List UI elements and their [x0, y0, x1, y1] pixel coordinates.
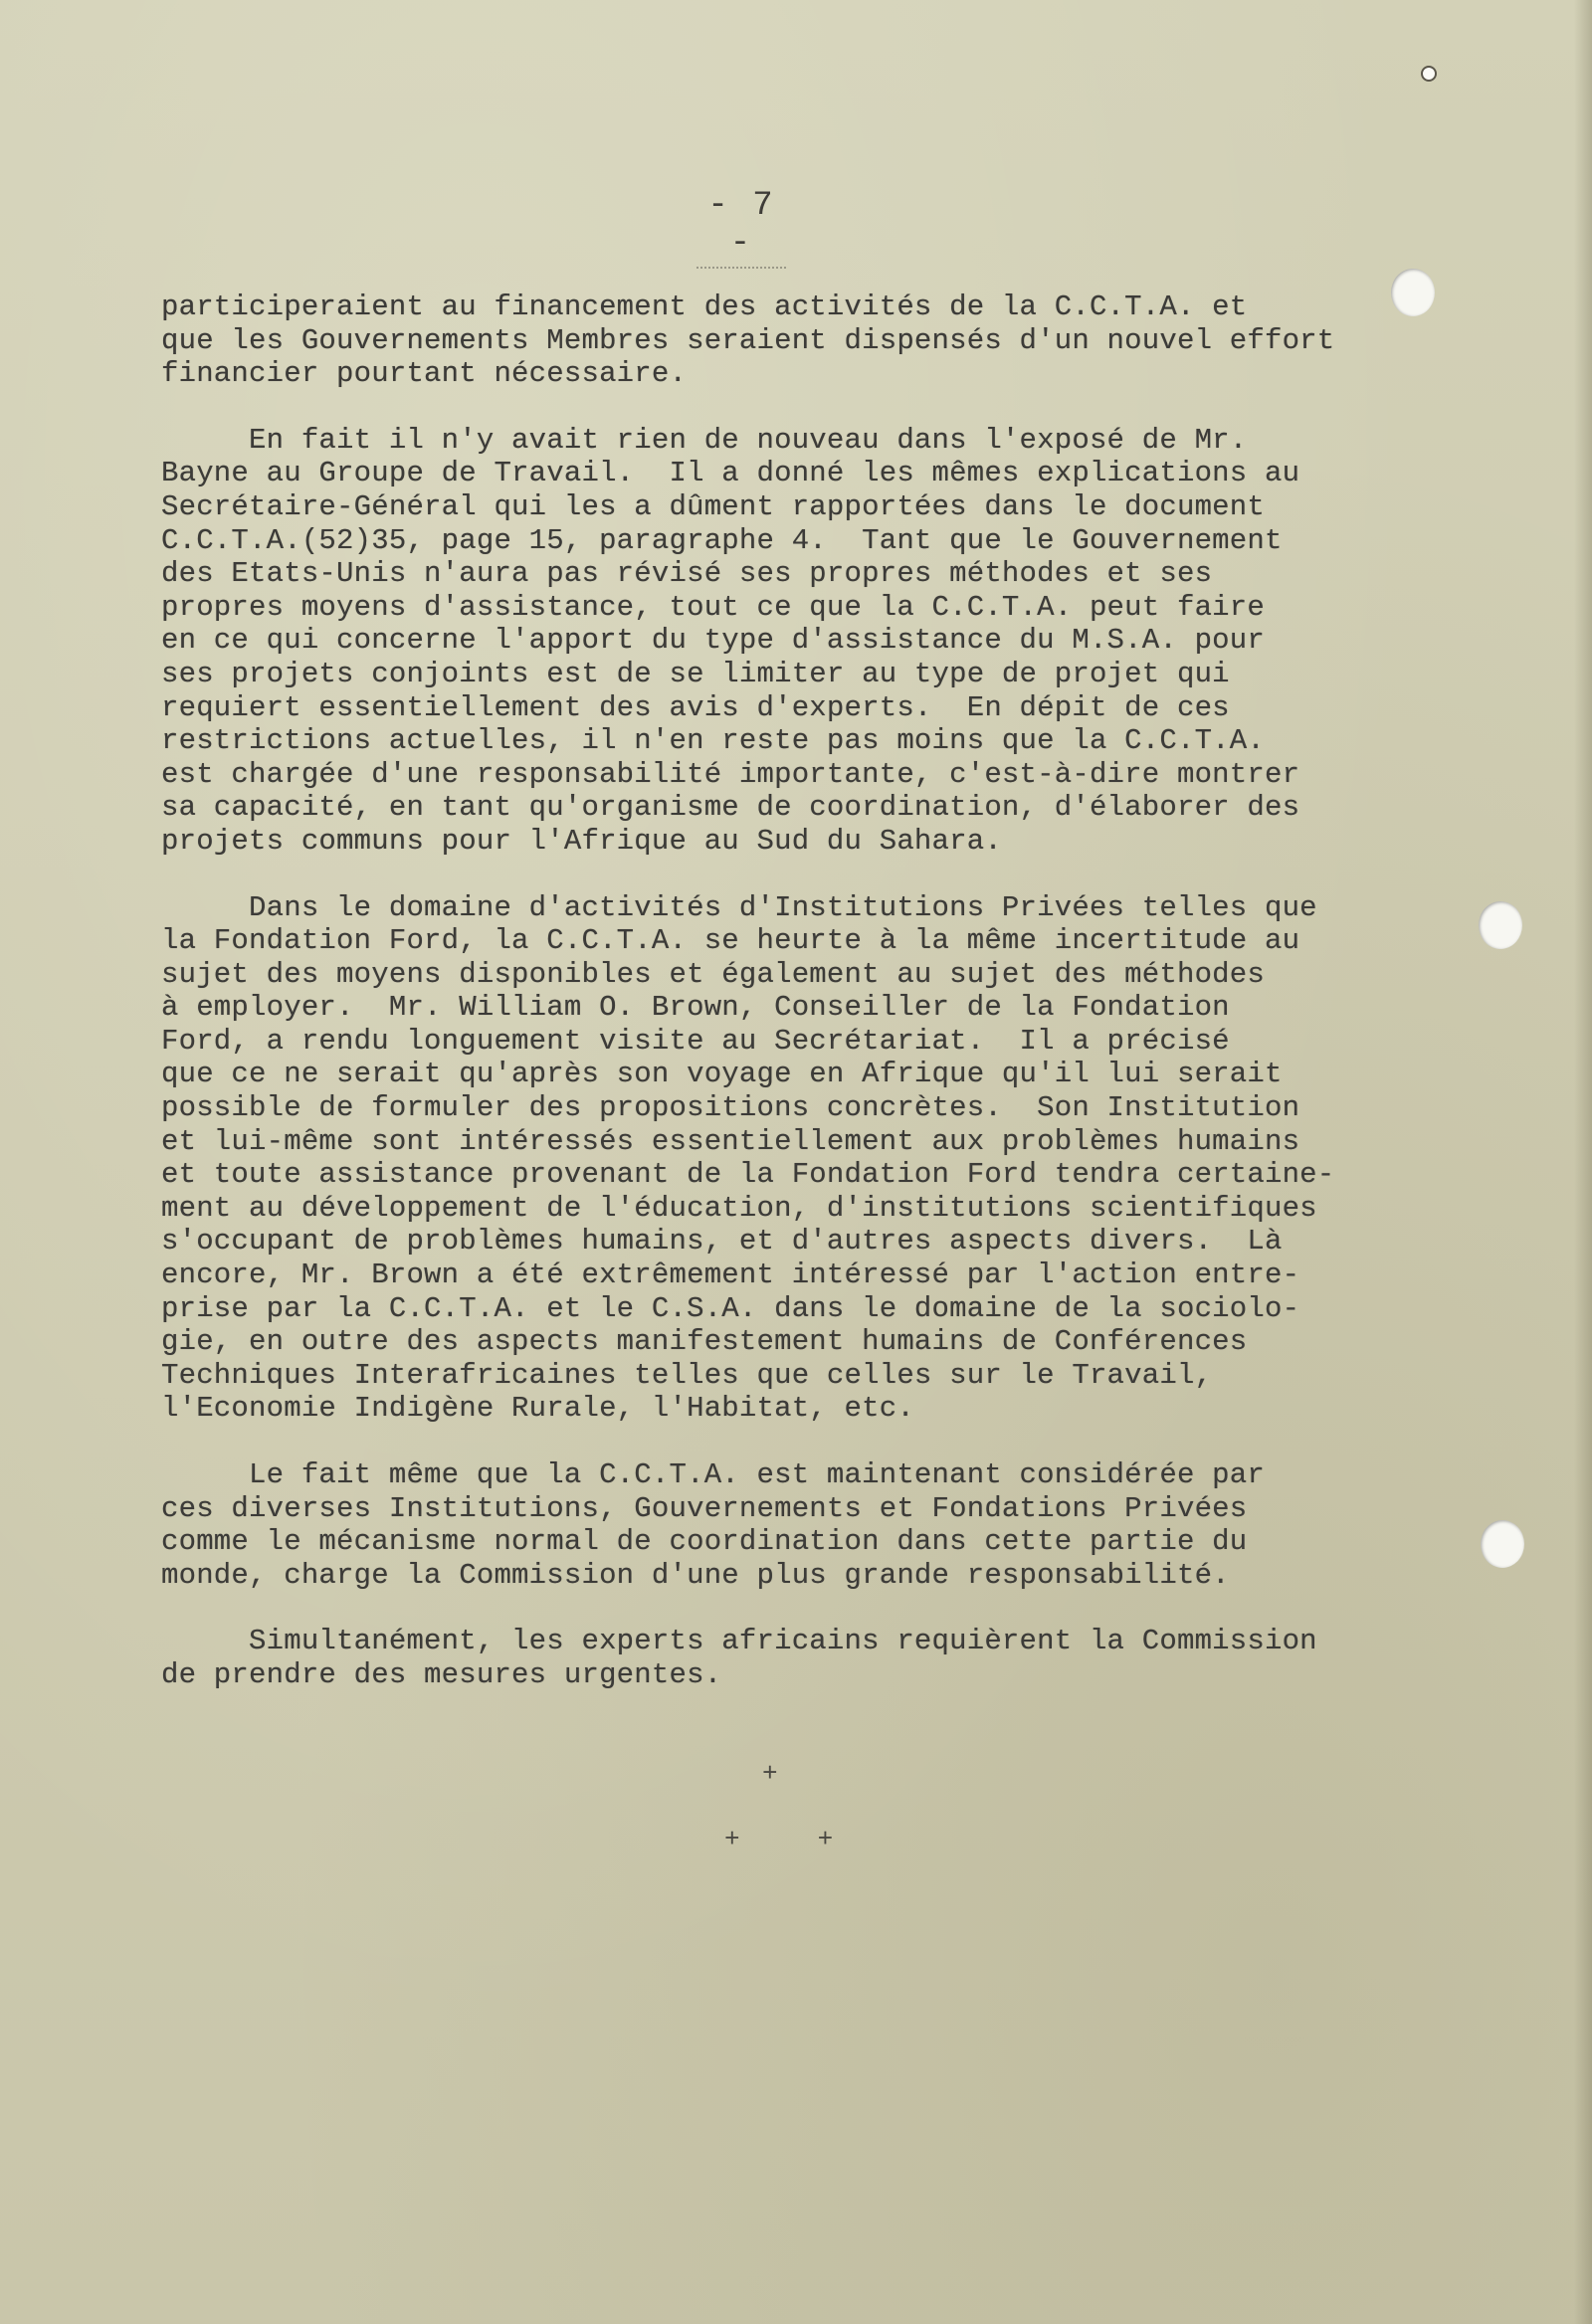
text-line: gie, en outre des aspects manifestement humains de Conférences: [161, 1325, 1248, 1359]
text-line: Simultanément, les experts africains requièrent la Commission: [161, 1625, 1317, 1658]
text-line: financier pourtant nécessaire.: [161, 357, 688, 391]
text-line: en ce qui concerne l'apport du type d'assistance du M.S.A. pour: [161, 624, 1265, 658]
paragraph: [161, 891, 1494, 1427]
text-line: projets communs pour l'Afrique au Sud du Sahara.: [161, 824, 1002, 858]
text-line: Secrétaire-Général qui les a dûment rapportées dans le document: [161, 489, 1265, 523]
text-line: restrictions actuelles, il n'en reste pas moins que la C.C.T.A.: [161, 724, 1265, 758]
text-line: Dans le domaine d'activités d'Institutions Privées telles que: [161, 890, 1317, 924]
end-mark: +: [762, 1759, 778, 1789]
text-line: possible de formuler des propositions concrètes. Son Institution: [161, 1091, 1300, 1125]
text-line: monde, charge la Commission d'une plus grande responsabilité.: [161, 1558, 1230, 1592]
paragraph: [161, 424, 1494, 859]
text-line: que les Gouvernements Membres seraient dispensés d'un nouvel effort: [161, 323, 1335, 357]
text-line: Le fait même que la C.C.T.A. est maintenant considérée par: [161, 1458, 1265, 1491]
text-line: C.C.T.A.(52)35, page 15, paragraphe 4. Tant que le Gouvernement: [161, 523, 1283, 557]
text-line: à employer. Mr. William O. Brown, Conseiller de la Fondation: [161, 991, 1230, 1025]
end-mark: + +: [724, 1825, 834, 1854]
text-line: des Etats-Unis n'aura pas révisé ses propres méthodes et ses: [161, 557, 1213, 591]
text-line: et lui-même sont intéressés essentiellement aux problèmes humains: [161, 1124, 1300, 1158]
text-line: est chargée d'une responsabilité importante, c'est-à-dire montrer: [161, 757, 1300, 791]
text-line: propres moyens d'assistance, tout ce que la C.C.T.A. peut faire: [161, 590, 1265, 624]
text-line: ces diverses Institutions, Gouvernements et Fondations Privées: [161, 1491, 1248, 1525]
paragraph: [161, 1625, 1494, 1691]
paragraph: [161, 290, 1494, 391]
text-line: comme le mécanisme normal de coordination dans cette partie du: [161, 1525, 1248, 1559]
page-edge-shadow: [1574, 0, 1592, 2324]
text-line: En fait il n'y avait rien de nouveau dans l'exposé de Mr.: [161, 423, 1248, 457]
text-line: s'occupant de problèmes humains, et d'autres aspects divers. Là: [161, 1225, 1283, 1259]
text-line: Techniques Interafricaines telles que celles sur le Travail,: [161, 1358, 1213, 1392]
document-body: [161, 290, 1494, 1725]
text-line: et toute assistance provenant de la Fondation Ford tendra certaine-: [161, 1158, 1335, 1192]
text-line: requiert essentiellement des avis d'experts. En dépit de ces: [161, 690, 1230, 724]
text-line: prise par la C.C.T.A. et le C.S.A. dans le domaine de la sociolo-: [161, 1291, 1300, 1325]
text-line: Bayne au Groupe de Travail. Il a donné les mêmes explications au: [161, 457, 1300, 490]
text-line: la Fondation Ford, la C.C.T.A. se heurte à la même incertitude au: [161, 924, 1300, 958]
text-line: ses projets conjoints est de se limiter au type de projet qui: [161, 657, 1230, 690]
staple-hole-icon: [1421, 66, 1437, 82]
text-line: sujet des moyens disponibles et également au sujet des méthodes: [161, 957, 1265, 991]
page-number: - 7 -: [687, 187, 796, 269]
text-line: encore, Mr. Brown a été extrêmement intéressé par l'action entre-: [161, 1259, 1300, 1292]
paragraph: [161, 1458, 1494, 1592]
text-line: participeraient au financement des activités de la C.C.T.A. et: [161, 290, 1248, 323]
text-line: Ford, a rendu longuement visite au Secrétariat. Il a précisé: [161, 1024, 1230, 1058]
text-line: de prendre des mesures urgentes.: [161, 1657, 722, 1691]
text-line: l'Economie Indigène Rurale, l'Habitat, etc.: [161, 1392, 914, 1426]
text-line: que ce ne serait qu'après son voyage en Afrique qu'il lui serait: [161, 1058, 1283, 1091]
text-line: ment au développement de l'éducation, d'institutions scientifiques: [161, 1191, 1317, 1225]
text-line: sa capacité, en tant qu'organisme de coordination, d'élaborer des: [161, 791, 1300, 825]
